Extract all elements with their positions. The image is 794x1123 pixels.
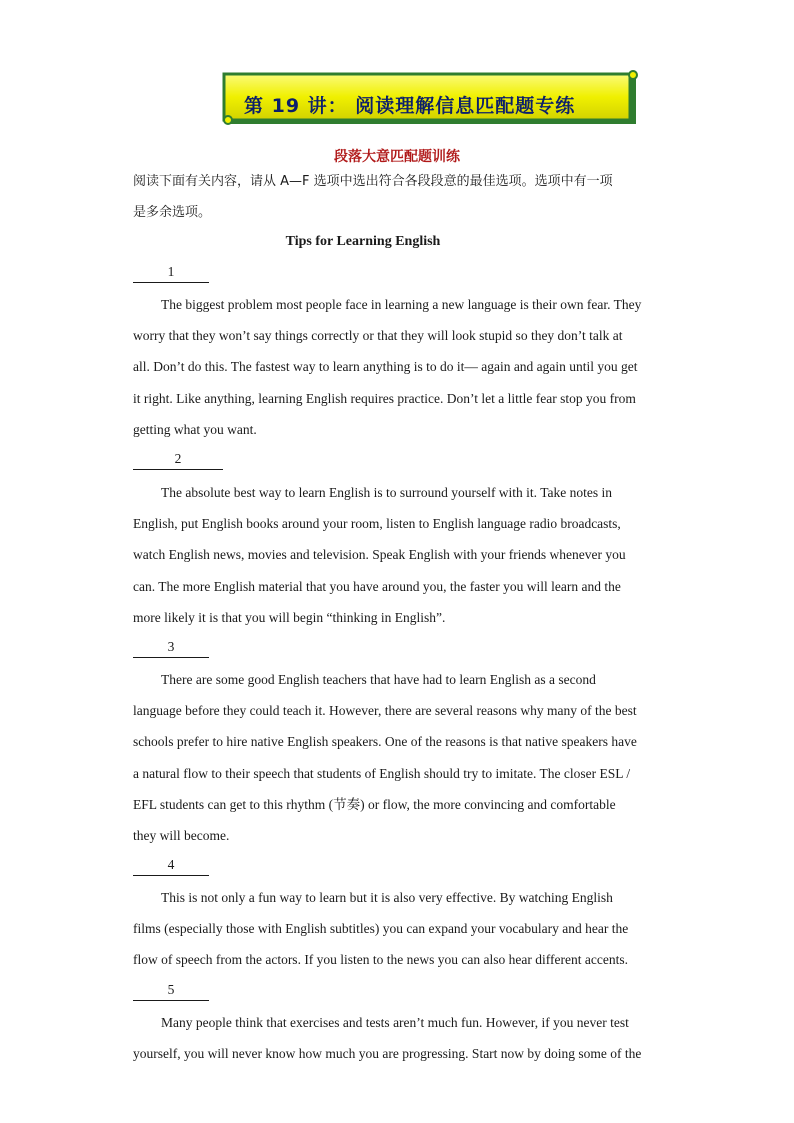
paragraph-line: English, put English books around your room, listen to English language radio broadcasts, [133,516,621,532]
paragraph-1 [133,289,663,445]
paragraph-line: The biggest problem most people face in learning a new language is their own fear. They [161,297,642,312]
paragraph-line: they will become. [133,828,230,844]
answer-blank-1: 1 [133,264,209,283]
paragraph-line: can. The more English material that you have around you, the faster you will learn and the [133,578,621,594]
section-subtitle: 段落大意匹配题训练 [334,149,460,165]
paragraph-line: There are some good English teachers that have had to learn English as a second [161,672,596,687]
paragraph-line: watch English news, movies and television. Speak English with your friends whenever you [133,547,626,563]
answer-blank-5: 5 [133,982,209,1001]
paragraph-line: language before they could teach it. However, there are several reasons why many of the best [133,703,637,719]
paragraph-line: more likely it is that you will begin “thinking in English”. [133,609,446,625]
paragraph-4 [133,882,663,976]
paragraph-line: EFL students can get to this rhythm (节奏) or flow, the more convincing and comfortable [133,796,616,812]
paragraph-line: This is not only a fun way to learn but it is also very effective. By watching English [161,890,613,905]
paragraph-line: flow of speech from the actors. If you listen to the news you can also hear different accents. [133,952,628,968]
paragraph-line: worry that they won’t say things correctly or that they will look stupid so they don’t talk at [133,328,623,344]
title-banner [222,70,640,126]
paragraph-line: films (especially those with English subtitles) you can expand your vocabulary and hear the [133,921,629,937]
paragraph-line: Many people think that exercises and tests aren’t much fun. However, if you never test [161,1015,629,1030]
passage-title: Tips for Learning English [285,234,441,249]
answer-blank-2: 2 [133,451,223,470]
paragraph-2 [133,477,663,633]
paragraph-line: yourself, you will never know how much you are progressing. Start now by doing some of the [133,1046,642,1062]
paragraph-5 [133,1007,663,1069]
instructions [133,166,663,228]
answer-blank-4: 4 [133,857,209,876]
paragraph-line: it right. Like anything, learning English requires practice. Don’t let a little fear stop you from [133,390,636,406]
page-title: 第 19 讲： 阅读理解信息匹配题专练 [244,95,576,117]
instruction-line: 是多余选项。 [133,205,212,221]
paragraph-line: schools prefer to hire native English speakers. One of the reasons is that native speakers have [133,734,637,750]
paragraph-line: all. Don’t do this. The fastest way to learn anything is to do it— again and again until you get [133,359,638,375]
paragraph-line: a natural flow to their speech that students of English should try to imitate. The closer ESL / [133,765,631,781]
paragraph-line: getting what you want. [133,421,257,437]
answer-blank-3: 3 [133,639,209,658]
paragraph-line: The absolute best way to learn English is to surround yourself with it. Take notes in [161,485,612,500]
instruction-line: 阅读下面有关内容，请从 A—F 选项中选出符合各段段意的最佳选项。选项中有一项 [133,174,613,189]
paragraph-3 [133,664,663,851]
